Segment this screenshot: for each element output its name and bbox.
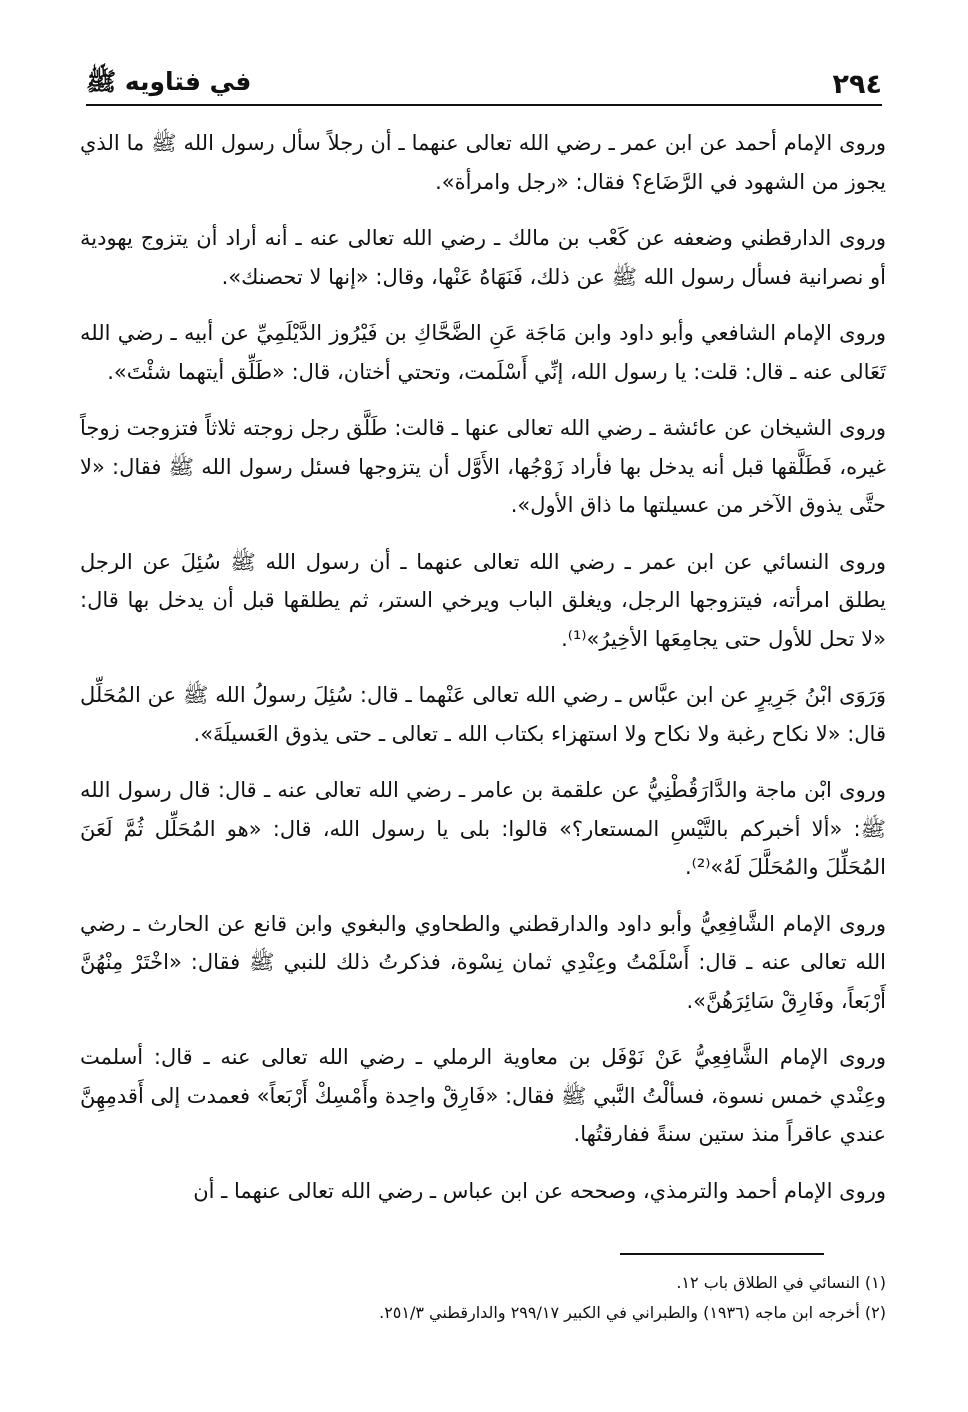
paragraph-nasai-ibn-umar: وروى النسائي عن ابن عمر ـ رضي الله تعالى عنهما ـ أن رسول الله ﷺ سُئِلَ عن الرجل يطلق امرأته، فيتزوجها الرجل، ويغلق الباب ويرخي الستر، ثم يطلقها قبل أن يدخل بها قال: «لا تحل للأول حتى يجامِعَها الأخِيرُ»⁽¹⁾. [80, 549, 886, 651]
paragraph-shafii-nawfal: وروى الإمام الشَّافِعِيُّ عَنْ نَوْفَل بن معاوية الرملي ـ رضي الله تعالى عنه ـ قال: أسلمت وعِنْدي خمس نسوة، فسألْتُ النَّبي ﷺ فقال: «فَارِقْ واحِدة وأَمْسِكْ أَرْبَعاً» فعمدت إلى أَقدمِهِنَّ عندي عاقراً منذ ستين سنةً ففارقتُها. [80, 1045, 886, 1146]
paragraph-ibn-jarir: وَرَوَى ابْنُ جَرِيرٍ عن ابن عبَّاس ـ رضي الله تعالى عَنْهما ـ قال: سُئِلَ رسولُ الله ﷺ عن المُحَلِّل قال: «لا نكاح رغبة ولا نكاح ولا استهزاء بكتاب الله ـ تعالى ـ حتى يذوق العَسيلَةَ». [80, 683, 886, 746]
body-text [80, 124, 886, 1210]
paragraph-shafii-harith: وروى الإمام الشَّافِعِيُّ وأبو داود والدارقطني والطحاوي والبغوي وابن قانع عن الحارث ـ رضي الله تعالى عنه ـ قال: أَسْلَمْتُ وعِنْدِي ثمان نِسْوة، فذكرتُ ذلك للنبي ﷺ فقال: «اخْتَرْ مِنْهُنَّ أَرْبَعاً، وفَارِقْ سَائِرَهُنَّ». [80, 911, 886, 1013]
paragraph-daraqutni-kaab: وروى الدارقطني وضعفه عن كَعْب بن مالك ـ رضي الله تعالى عنه ـ أنه أراد أن يتزوج يهودية أو نصرانية فسأل رسول الله ﷺ عن ذلك، فَنَهَاهُ عَنْها، وقال: «إنها لا تحصنك». [80, 226, 886, 289]
footnote-2: (٢) أخرجه ابن ماجه (١٩٣٦) والطبراني في الكبير ٢٩٩/١٧ والدارقطني ٢٥١/٣. [379, 1303, 886, 1322]
running-head [86, 64, 882, 106]
footnotes [200, 1268, 886, 1328]
page-number: ٢٩٤ [832, 68, 882, 100]
footnote-1: (١) النسائي في الطلاق باب ١٢. [676, 1273, 886, 1292]
paragraph-ahmad-radaa: وروى الإمام أحمد عن ابن عمر ـ رضي الله تعالى عنهما ـ أن رجلاً سأل رسول الله ﷺ ما الذي يجوز من الشهود في الرَّضَاع؟ فقال: «رجل وامرأة». [80, 131, 886, 194]
footnote-divider [620, 1253, 824, 1255]
paragraph-ibn-majah-alqama: وروى ابْن ماجة والدَّارَقُطْنِيُّ عن علقمة بن عامر ـ رضي الله تعالى عنه ـ قال: قال رسول الله ﷺ: «ألا أخبركم بالتَّيْسِ المستعار؟» قالوا: بلى يا رسول الله، قال: «هو المُحَلِّل ثُمَّ لَعَنَ المُحَلِّلَ والمُحَلَّلَ لَهُ»⁽²⁾. [80, 778, 886, 879]
paragraph-shafii-dahhak: وروى الإمام الشافعي وأبو داود وابن مَاجَة عَنِ الضَّحَّاكِ بن فَيْرُوز الدَّيْلَمِيِّ عن أبيه ـ رضي الله تَعَالى عنه ـ قال: قلت: يا رسول الله، إنِّي أَسْلَمت، وتحتي أختان، قال: «طَلِّق أيتهما شئْتَ». [80, 321, 886, 384]
section-title: في فتاويه ﷺ [86, 66, 252, 96]
paragraph-ahmad-tirmidhi: وروى الإمام أحمد والترمذي، وصححه عن ابن عباس ـ رضي الله تعالى عنهما ـ أن [193, 1178, 886, 1203]
paragraph-shaykhan-aisha: وروى الشيخان عن عائشة ـ رضي الله تعالى عنها ـ قالت: طَلَّق رجل زوجته ثلاثاً فتزوجت زوجاً غيره، فَطَلَّقها قبل أنه يدخل بها فأراد زَوْجُها، الأَوَّل أن يتزوجها فسئل رسول الله ﷺ فقال: «لا حتَّى يذوق الآخر من عسيلتها ما ذاق الأول». [80, 416, 886, 517]
